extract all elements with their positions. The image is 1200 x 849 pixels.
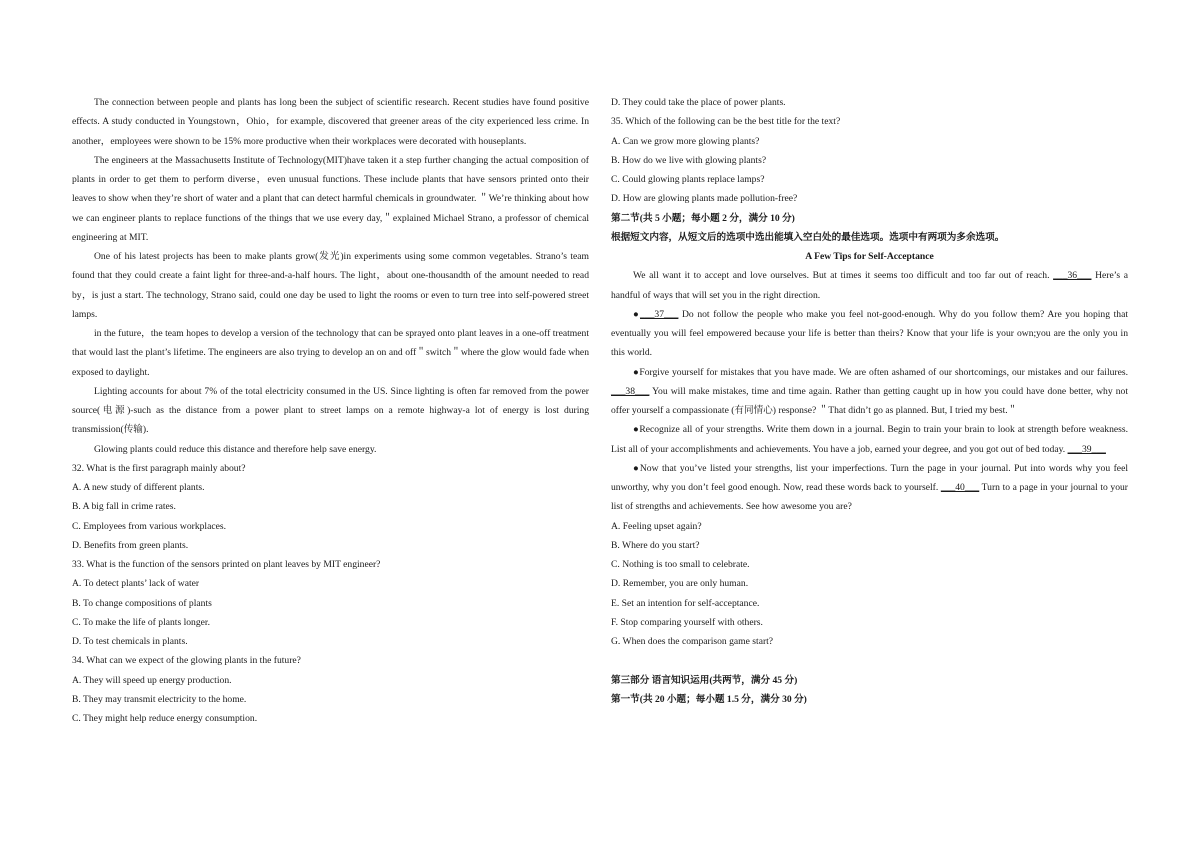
option: D. Remember, you are only human. bbox=[611, 578, 749, 590]
option: D. To test chemicals in plants. bbox=[72, 636, 188, 647]
paragraph-text: You will make mistakes, time and time again. Rather than getting caught up in how you could have done better, why not offer yourself a compassionate (有同情心) response? ＂That didn’t go as planned. But, I tried my best.＂ bbox=[611, 385, 1128, 416]
paragraph-text: Turn to a page in your journal to your list of strengths and achievements. See how awesome you are? bbox=[611, 482, 1128, 513]
passage-paragraph: The engineers at the Massachusetts Institute of Technology(MIT)have taken it a step further changing the actual composition of plants in order to get them to perform diverse，even unusual functions. These include plants that have sensors printed onto their leaves to show when they’re short of water and a plant that can detect harmful chemicals in groundwater. ＂We’re thinking about how we can engineer plants to replace functions of the things that we use every day,＂explained Michael Strano, a professor of chemical engineering at MIT. bbox=[72, 154, 589, 243]
option: A. Can we grow more glowing plants? bbox=[611, 135, 760, 147]
intro-paragraph bbox=[611, 266, 1128, 305]
question-34: 34. What can we expect of the glowing plants in the future? bbox=[72, 655, 301, 667]
passage-paragraph: One of his latest projects has been to make plants grow(发光)in experiments using some common vegetables. Strano’s team found that they could create a faint light for three-and-a-half hours. The light，about one-thousandth of the amount needed to read by，is just a start. The technology, Strano said, could one day be used to light the rooms or even to turn tree into self-powered street lamps. bbox=[72, 251, 589, 320]
paragraph-text: Do not follow the people who make you feel not-good-enough. Why do you follow them? Are you hoping that eventually you will feel empowered because your life is better than theirs? Know that your life is your own;you are the only you in this world. bbox=[611, 308, 1129, 359]
option: B. To change compositions of plants bbox=[72, 597, 212, 609]
blank-38: ___38___ bbox=[611, 385, 650, 397]
option: A. They will speed up energy production. bbox=[72, 674, 232, 686]
option: C. They might help reduce energy consumption. bbox=[72, 713, 258, 724]
option: A. Feeling upset again? bbox=[611, 520, 702, 532]
part-header: 第三部分 语言知识运用(共两节，满分 45 分) bbox=[611, 674, 798, 686]
paragraph-text: We all want it to accept and love ourselves. But at times it seems too difficult and too far out of reach. bbox=[633, 270, 1054, 282]
option: C. Employees from various workplaces. bbox=[72, 520, 226, 532]
right-column bbox=[611, 93, 1128, 709]
option: D. Benefits from green plants. bbox=[72, 539, 189, 551]
option: C. Nothing is too small to celebrate. bbox=[611, 559, 750, 570]
paragraph-text: Here’s a handful of ways that will set you in the right direction. bbox=[611, 270, 1128, 301]
option: B. How do we live with glowing plants? bbox=[611, 154, 767, 166]
passage-title: A Few Tips for Self-Acceptance bbox=[805, 251, 934, 262]
paragraph-text: ●Recognize all of your strengths. Write them down in a journal. Begin to train your brain to look at strength before weakness. List all of your accomplishments and achievements. You have a job, earned your degree, and you got out of bed today. bbox=[611, 424, 1128, 455]
blank-37: ___37___ bbox=[640, 308, 679, 320]
option: A. To detect plants’ lack of water bbox=[72, 578, 200, 590]
option: B. Where do you start? bbox=[611, 539, 700, 551]
passage-paragraph: Glowing plants could reduce this distance and therefore help save energy. bbox=[94, 443, 377, 455]
blank-36: ___36___ bbox=[1053, 270, 1092, 282]
question-32: 32. What is the first paragraph mainly about? bbox=[72, 462, 246, 474]
option: B. A big fall in crime rates. bbox=[72, 501, 176, 513]
option: A. A new study of different plants. bbox=[72, 482, 205, 493]
paragraph-text: ●Now that you’ve listed your strengths, list your imperfections. Turn the page in your journal. Put into words why you feel unworthy, why you don’t feel good enough. Now, read these words back to yourself. bbox=[611, 462, 1128, 493]
paragraph-text: ●Forgive yourself for mistakes that you have made. We are often ashamed of our shortcomings, our mistakes and our failures. bbox=[633, 366, 1128, 378]
passage-paragraph: The connection between people and plants has long been the subject of scientific research. Recent studies have found positive effects. A study conducted in Youngstown，Ohio，for example, discovered that greener areas of the city experienced less crime. In another，employees were shown to be 15% more productive when their workplaces were decorated with houseplants. bbox=[72, 97, 589, 147]
bullet: ● bbox=[633, 308, 641, 320]
tip-paragraph bbox=[611, 459, 1128, 517]
section-instruction: 根据短文内容，从短文后的选项中选出能填入空白处的最佳选项。选项中有两项为多余选项。 bbox=[611, 231, 1005, 243]
tip-paragraph bbox=[611, 363, 1128, 421]
spacer bbox=[611, 651, 1128, 670]
blank-40: ___40___ bbox=[940, 482, 980, 493]
option: F. Stop comparing yourself with others. bbox=[611, 616, 763, 628]
tip-paragraph bbox=[611, 305, 1128, 363]
question-35: 35. Which of the following can be the best title for the text? bbox=[611, 116, 841, 128]
section-header: 第二节(共 5 小题；每小题 2 分，满分 10 分) bbox=[611, 212, 795, 224]
option: D. They could take the place of power plants. bbox=[611, 97, 786, 108]
section-header: 第一节(共 20 小题；每小题 1.5 分，满分 30 分) bbox=[611, 693, 807, 705]
tip-paragraph bbox=[611, 420, 1128, 459]
question-33: 33. What is the function of the sensors printed on plant leaves by MIT engineer? bbox=[72, 559, 381, 570]
option: E. Set an intention for self-acceptance. bbox=[611, 597, 760, 609]
option: D. How are glowing plants made pollution-free? bbox=[611, 193, 798, 205]
option: G. When does the comparison game start? bbox=[611, 636, 774, 647]
passage-paragraph: in the future，the team hopes to develop a version of the technology that can be sprayed onto plant leaves in a one-off treatment that would last the plant’s lifetime. The engineers are also trying to develop an on and off＂switch＂where the glow would fade when exposed to daylight. bbox=[72, 328, 589, 378]
option: C. To make the life of plants longer. bbox=[72, 616, 210, 628]
left-column bbox=[72, 93, 589, 728]
option: B. They may transmit electricity to the home. bbox=[72, 693, 247, 705]
passage-paragraph: Lighting accounts for about 7% of the total electricity consumed in the US. Since lighting is often far removed from the power source(电源)-such as the distance from a power plant to street lamps on a remote highway-a lot of energy is lost during transmission(传输). bbox=[72, 385, 589, 436]
blank-39: ___39___ bbox=[1067, 443, 1106, 455]
option: C. Could glowing plants replace lamps? bbox=[611, 174, 765, 185]
